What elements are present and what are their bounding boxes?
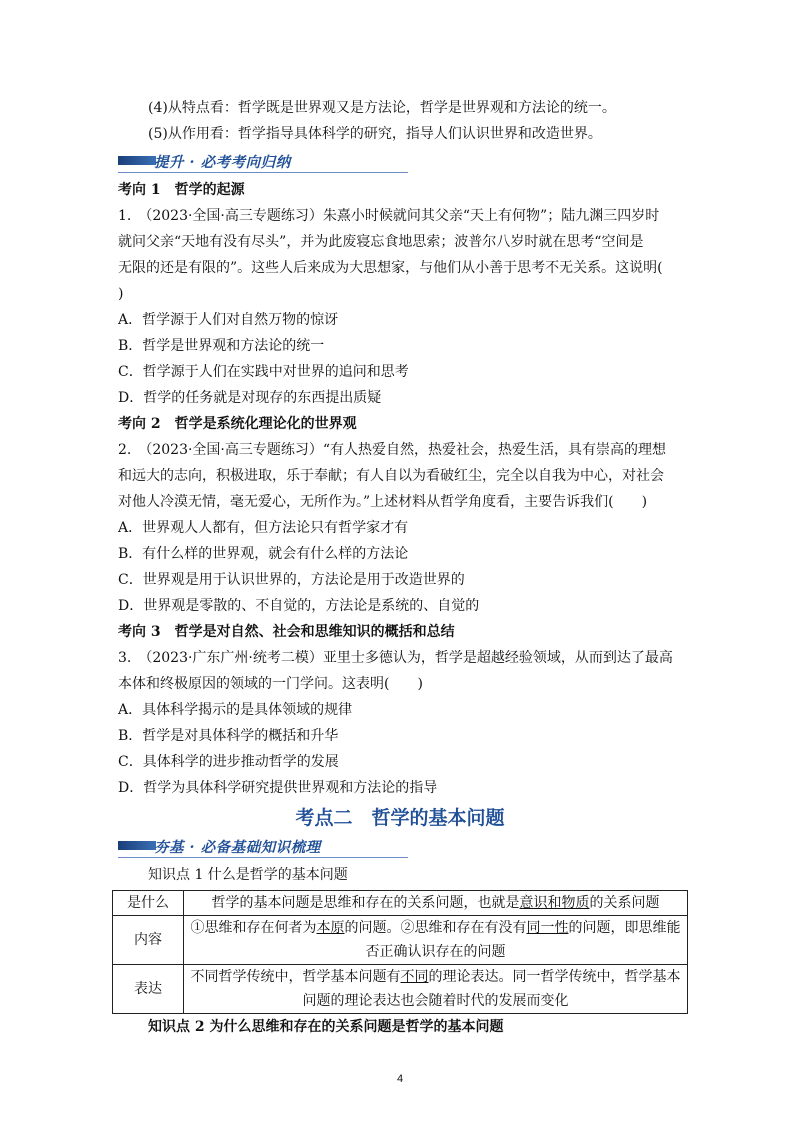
k1-q-line: 就问父亲“天地有没有尽头”，并为此废寝忘食地思索；波普尔八岁时就在思考“空间是 bbox=[118, 234, 644, 250]
row-head: 内容 bbox=[113, 916, 184, 965]
page-number: 4 bbox=[396, 1073, 404, 1085]
table-row bbox=[113, 965, 688, 1014]
banner-bar-icon bbox=[118, 841, 156, 850]
k2-option-b: B．有什么样的世界观，就会有什么样的方法论 bbox=[118, 546, 409, 562]
k2-heading: 考向 2 哲学是系统化理论化的世界观 bbox=[118, 416, 357, 432]
k1-option-b: B．哲学是世界观和方法论的统一 bbox=[118, 338, 325, 354]
row-head: 是什么 bbox=[113, 891, 184, 916]
k1-option-d: D．哲学的任务就是对现存的东西提出质疑 bbox=[118, 390, 382, 406]
kp2-title: 知识点 2 为什么思维和存在的关系问题是哲学的基本问题 bbox=[148, 1019, 504, 1035]
k2-q-line: 对他人冷漠无情，毫无爱心，无所作为。”上述材料从哲学角度看，主要告诉我们( ) bbox=[118, 494, 648, 510]
k3-option-b: B．哲学是对具体科学的概括和升华 bbox=[118, 728, 339, 744]
row-content: 不同哲学传统中，哲学基本问题有不同的理论表达。同一哲学传统中，哲学基本 问题的理论表达也会随着时代的发展而变化 bbox=[184, 965, 688, 1014]
k2-q-line: 和远大的志向，积极进取，乐于奉献；有人自以为看破红尘，完全以自我为中心，对社会 bbox=[118, 468, 664, 484]
k1-q-line: 1. （2023·全国·高三专题练习）朱熹小时候就问其父亲“天上有何物”；陆九渊三四岁时 bbox=[118, 208, 660, 224]
row-head: 表达 bbox=[113, 965, 184, 1014]
k3-q-line: 3. （2023·广东广州·统考二模）亚里士多德认为，哲学是超越经验领域，从而到达了最高 bbox=[118, 650, 673, 666]
banner-exam-directions: 提升 · 必考考向归纳 bbox=[118, 151, 408, 173]
k2-option-c: C．世界观是用于认识世界的，方法论是用于改造世界的 bbox=[118, 572, 465, 588]
banner-bar-icon bbox=[118, 156, 156, 165]
k2-option-a: A．世界观人人都有，但方法论只有哲学家才有 bbox=[118, 520, 409, 536]
k3-option-a: A．具体科学揭示的是具体领域的规律 bbox=[118, 702, 353, 718]
k3-option-d: D．哲学为具体科学研究提供世界观和方法论的指导 bbox=[118, 780, 438, 796]
k1-q-line: 无限的还是有限的”。这些人后来成为大思想家，与他们从小善于思考不无关系。这说明( bbox=[118, 260, 663, 276]
k3-q-line: 本体和终极原因的领域的一门学问。这表明( ) bbox=[118, 676, 423, 692]
k3-option-c: C．具体科学的进步推动哲学的发展 bbox=[118, 754, 339, 770]
k3-heading: 考向 3 哲学是对自然、社会和思维知识的概括和总结 bbox=[118, 624, 455, 640]
row-content: 哲学的基本问题是思维和存在的关系问题，也就是意识和物质的关系问题 bbox=[184, 891, 688, 916]
k2-q-line: 2. （2023·全国·高三专题练习）“有人热爱自然，热爱社会，热爱生活，具有崇高的理想 bbox=[118, 442, 667, 458]
k1-option-a: A．哲学源于人们对自然万物的惊讶 bbox=[118, 312, 339, 328]
intro-p5: (5)从作用看：哲学指导具体科学的研究，指导人们认识世界和改造世界。 bbox=[148, 126, 602, 142]
k1-heading: 考向 1 哲学的起源 bbox=[118, 182, 245, 198]
k1-q-line: ) bbox=[118, 286, 124, 302]
k1-option-c: C．哲学源于人们在实践中对世界的追问和思考 bbox=[118, 364, 409, 380]
knowledge-table bbox=[112, 890, 688, 1014]
intro-p4: (4)从特点看：哲学既是世界观又是方法论，哲学是世界观和方法论的统一。 bbox=[148, 100, 616, 116]
banner-basic-knowledge: 夯基 · 必备基础知识梳理 bbox=[118, 836, 408, 858]
k2-option-d: D．世界观是零散的、不自觉的，方法论是系统的、自觉的 bbox=[118, 598, 480, 614]
kp1-title: 知识点 1 什么是哲学的基本问题 bbox=[148, 867, 348, 883]
table-row bbox=[113, 916, 688, 965]
row-content: ①思维和存在何者为本原的问题。②思维和存在有没有同一性的问题，即思维能 否正确认识存在的问题 bbox=[184, 916, 688, 965]
section-title: 考点二 哲学的基本问题 bbox=[295, 807, 505, 829]
table-row bbox=[113, 891, 688, 916]
